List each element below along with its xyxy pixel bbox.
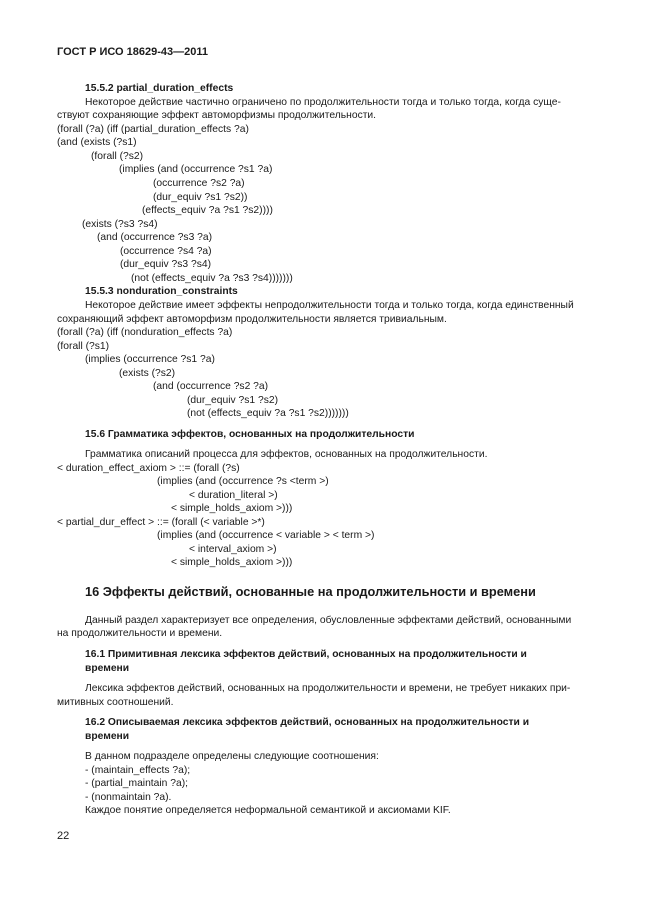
code-line: (implies (and (occurrence < variable > < term >) [157, 530, 375, 541]
section-15-5-2-heading: 15.5.2 partial_duration_effects [85, 83, 234, 94]
code-line: < interval_axiom >) [189, 544, 277, 555]
code-line: (implies (occurrence ?s1 ?a) [85, 354, 215, 365]
code-line: (exists (?s2) [119, 368, 176, 379]
code-line: (forall (?s1) [57, 341, 110, 352]
section-15-5-3-para-line1: Некоторое действие имеет эффекты непродолжительности тогда и только тогда, когда единственный [85, 300, 574, 311]
code-line: (dur_equiv ?s3 ?s4) [120, 259, 212, 270]
code-line: (forall (?s2) [91, 151, 144, 162]
section-15-5-3-heading: 15.5.3 nonduration_constraints [85, 286, 238, 297]
section-15-6-heading: 15.6 Грамматика эффектов, основанных на продолжительности [85, 429, 415, 440]
code-line: (dur_equiv ?s1 ?s2)) [153, 192, 248, 203]
code-line: (not (effects_equiv ?a ?s3 ?s4))))))) [131, 273, 293, 284]
list-item: - (maintain_effects ?a); [85, 765, 191, 776]
code-line: (dur_equiv ?s1 ?s2) [187, 395, 279, 406]
code-line: < simple_holds_axiom >))) [171, 557, 293, 568]
code-line: (implies (and (occurrence ?s <term >) [157, 476, 329, 487]
code-line: < duration_effect_axiom > ::= (forall (?s) [57, 463, 240, 474]
code-line: (and (occurrence ?s3 ?a) [97, 232, 213, 243]
document-header: ГОСТ Р ИСО 18629-43—2011 [57, 46, 209, 58]
section-16-2-para-end: Каждое понятие определяется неформальной семантикой и аксиомами KIF. [85, 805, 451, 816]
code-line: < simple_holds_axiom >))) [171, 503, 293, 514]
code-line: (exists (?s3 ?s4) [82, 219, 158, 230]
section-15-6-para: Грамматика описаний процесса для эффектов, основанных на продолжительности. [85, 449, 488, 460]
section-16-2-heading-line2: времени [85, 731, 130, 742]
section-15-5-2-para-line2: ствуют сохраняющие эффект автоморфизмы продолжительности. [57, 110, 377, 121]
code-line: (occurrence ?s4 ?a) [120, 246, 212, 257]
code-line: (occurrence ?s2 ?a) [153, 178, 245, 189]
section-16-1-para-line1: Лексика эффектов действий, основанных на продолжительности и времени, не требует никаких при- [85, 683, 571, 694]
section-16-1-para-line2: митивных соотношений. [57, 697, 174, 708]
section-16-heading: 16 Эффекты действий, основанные на продолжительности и времени [85, 584, 536, 599]
section-16-para-line2: на продолжительности и времени. [57, 628, 223, 639]
code-line: < duration_literal >) [189, 490, 278, 501]
section-15-5-3-para-line2: сохраняющий эффект автоморфизм продолжительности является тривиальным. [57, 314, 447, 325]
code-line: (and (exists (?s1) [57, 137, 137, 148]
code-line: (effects_equiv ?a ?s1 ?s2)))) [142, 205, 273, 216]
code-line: < partial_dur_effect > ::= (forall (< variable >*) [57, 517, 265, 528]
list-item: - (nonmaintain ?a). [85, 792, 172, 803]
code-line: (and (occurrence ?s2 ?a) [153, 381, 269, 392]
section-16-1-heading-line2: времени [85, 663, 130, 674]
code-line: (forall (?a) (iff (nonduration_effects ?a) [57, 327, 233, 338]
code-line: (not (effects_equiv ?a ?s1 ?s2))))))) [187, 408, 349, 419]
section-15-5-2-para-line1: Некоторое действие частично ограничено по продолжительности тогда и только тогда, когда суще- [85, 97, 561, 108]
code-line: (forall (?a) (iff (partial_duration_effects ?a) [57, 124, 249, 135]
list-item: - (partial_maintain ?a); [85, 778, 189, 789]
section-16-1-heading-line1: 16.1 Примитивная лексика эффектов действий, основанных на продолжительности и [85, 649, 527, 660]
section-16-para-line1: Данный раздел характеризует все определения, обусловленные эффектами действий, основанными [85, 615, 572, 626]
code-line: (implies (and (occurrence ?s1 ?a) [119, 164, 273, 175]
page-number: 22 [57, 830, 70, 842]
section-16-2-intro: В данном подразделе определены следующие соотношения: [85, 751, 379, 762]
section-16-2-heading-line1: 16.2 Описываемая лексика эффектов действий, основанных на продолжительности и [85, 717, 530, 728]
